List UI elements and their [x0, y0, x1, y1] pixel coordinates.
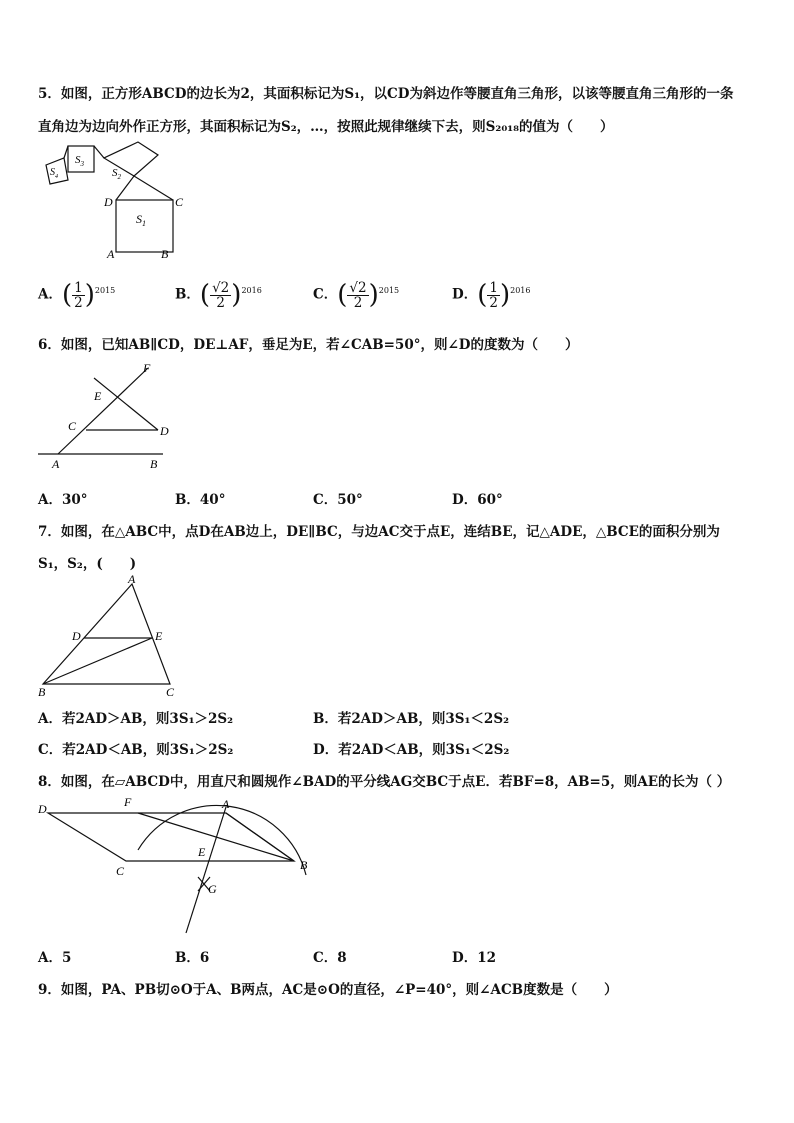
q8-option-d[interactable]: D．12	[452, 950, 496, 966]
q8-option-a[interactable]: A．5	[38, 950, 72, 966]
q8-label-D: D	[38, 802, 47, 816]
q6-stem: 6．如图，已知AB∥CD，DE⊥AF，垂足为E，若∠CAB=50°，则∠D的度数为（ ）	[38, 337, 579, 353]
q8-option-c[interactable]: C．8	[313, 950, 347, 966]
q8-line-ag	[186, 807, 226, 933]
q7-label-E: E	[155, 629, 163, 643]
q8-label-A: A	[222, 797, 230, 811]
q8-label-B: B	[300, 858, 308, 872]
q7-stem-line2: S₁，S₂，( )	[38, 556, 137, 572]
q5-label-A: A	[107, 247, 115, 261]
q5-option-a[interactable]: A．( $\frac{1}{2}$ )$^{2015}$	[38, 279, 116, 311]
q6-line-de	[94, 378, 158, 430]
q5-label-s1: $S_1$	[136, 212, 146, 228]
q9-stem: 9．如图，PA、PB切⊙O于A、B两点，AC是⊙O的直径，∠P=40°，则∠ACB度数是（ ）	[38, 982, 618, 998]
q6-label-F: F	[143, 361, 151, 375]
q7-label-D: D	[72, 629, 81, 643]
q8-label-C: C	[116, 864, 125, 878]
q5-stem-line1: 5．如图，正方形ABCD的边长为2，其面积标记为S₁，以CD为斜边作等腰直角三角形，以该等腰直角三角形的一条	[38, 86, 734, 102]
q5-option-d[interactable]: D．( $\frac{1}{2}$ )$^{2016}$	[452, 279, 531, 311]
q6-option-b[interactable]: B．40°	[175, 492, 226, 508]
q7-label-A: A	[128, 572, 136, 586]
q7-stem-line1: 7．如图，在△ABC中，点D在AB边上，DE∥BC，与边AC交于点E，连结BE，记△ADE，△BCE的面积分别为	[38, 524, 720, 540]
q7-line-be	[43, 638, 152, 684]
q5-label-s3: $S_3$	[75, 154, 84, 168]
q7-label-C: C	[166, 685, 175, 699]
q6-figure	[38, 360, 178, 475]
q6-option-a[interactable]: A．30°	[38, 492, 88, 508]
q5-figure	[38, 140, 188, 262]
q5-option-c[interactable]: C．( $\frac{√2}{2}$ )$^{2015}$	[313, 279, 400, 311]
q7-triangle-abc	[43, 584, 170, 684]
q8-option-b[interactable]: B．6	[175, 950, 210, 966]
q7-option-d[interactable]: D．若2AD＜AB，则3S₁＜2S₂	[313, 742, 510, 758]
q6-label-E: E	[94, 389, 102, 403]
q6-label-C: C	[68, 419, 77, 433]
q6-option-d[interactable]: D．60°	[452, 492, 503, 508]
q5-label-s4: $S_4$	[50, 167, 58, 180]
q8-label-G: G	[208, 882, 217, 896]
q6-option-c[interactable]: C．50°	[313, 492, 363, 508]
q5-label-D: D	[104, 195, 113, 209]
q8-figure	[38, 795, 318, 940]
q5-label-C: C	[175, 195, 184, 209]
q5-square-s3	[68, 146, 94, 172]
q6-label-B: B	[150, 457, 158, 471]
q8-label-E: E	[198, 845, 206, 859]
q7-option-b[interactable]: B．若2AD＞AB，则3S₁＜2S₂	[313, 711, 509, 727]
q5-option-b[interactable]: B．( $\frac{√2}{2}$ )$^{2016}$	[175, 279, 262, 311]
q5-stem-line2: 直角边为边向外作正方形，其面积标记为S₂，…，按照此规律继续下去，则S₂₀₁₈的值为（ ）	[38, 119, 614, 135]
q8-arc	[138, 805, 306, 875]
q5-label-s2: $S_2$	[112, 167, 121, 181]
q7-option-c[interactable]: C．若2AD＜AB，则3S₁＞2S₂	[38, 742, 234, 758]
q6-label-A: A	[52, 457, 60, 471]
q7-figure	[38, 572, 188, 700]
q8-label-F: F	[124, 795, 132, 809]
q7-label-B: B	[38, 685, 46, 699]
q8-stem: 8．如图，在▱ABCD中，用直尺和圆规作∠BAD的平分线AG交BC于点E．若BF=8，AB=5，则AE的长为（ ）	[38, 774, 731, 790]
q8-parallelogram	[48, 813, 294, 861]
q5-label-B: B	[161, 247, 169, 261]
q6-label-D: D	[160, 424, 169, 438]
q7-option-a[interactable]: A．若2AD＞AB，则3S₁＞2S₂	[38, 711, 234, 727]
